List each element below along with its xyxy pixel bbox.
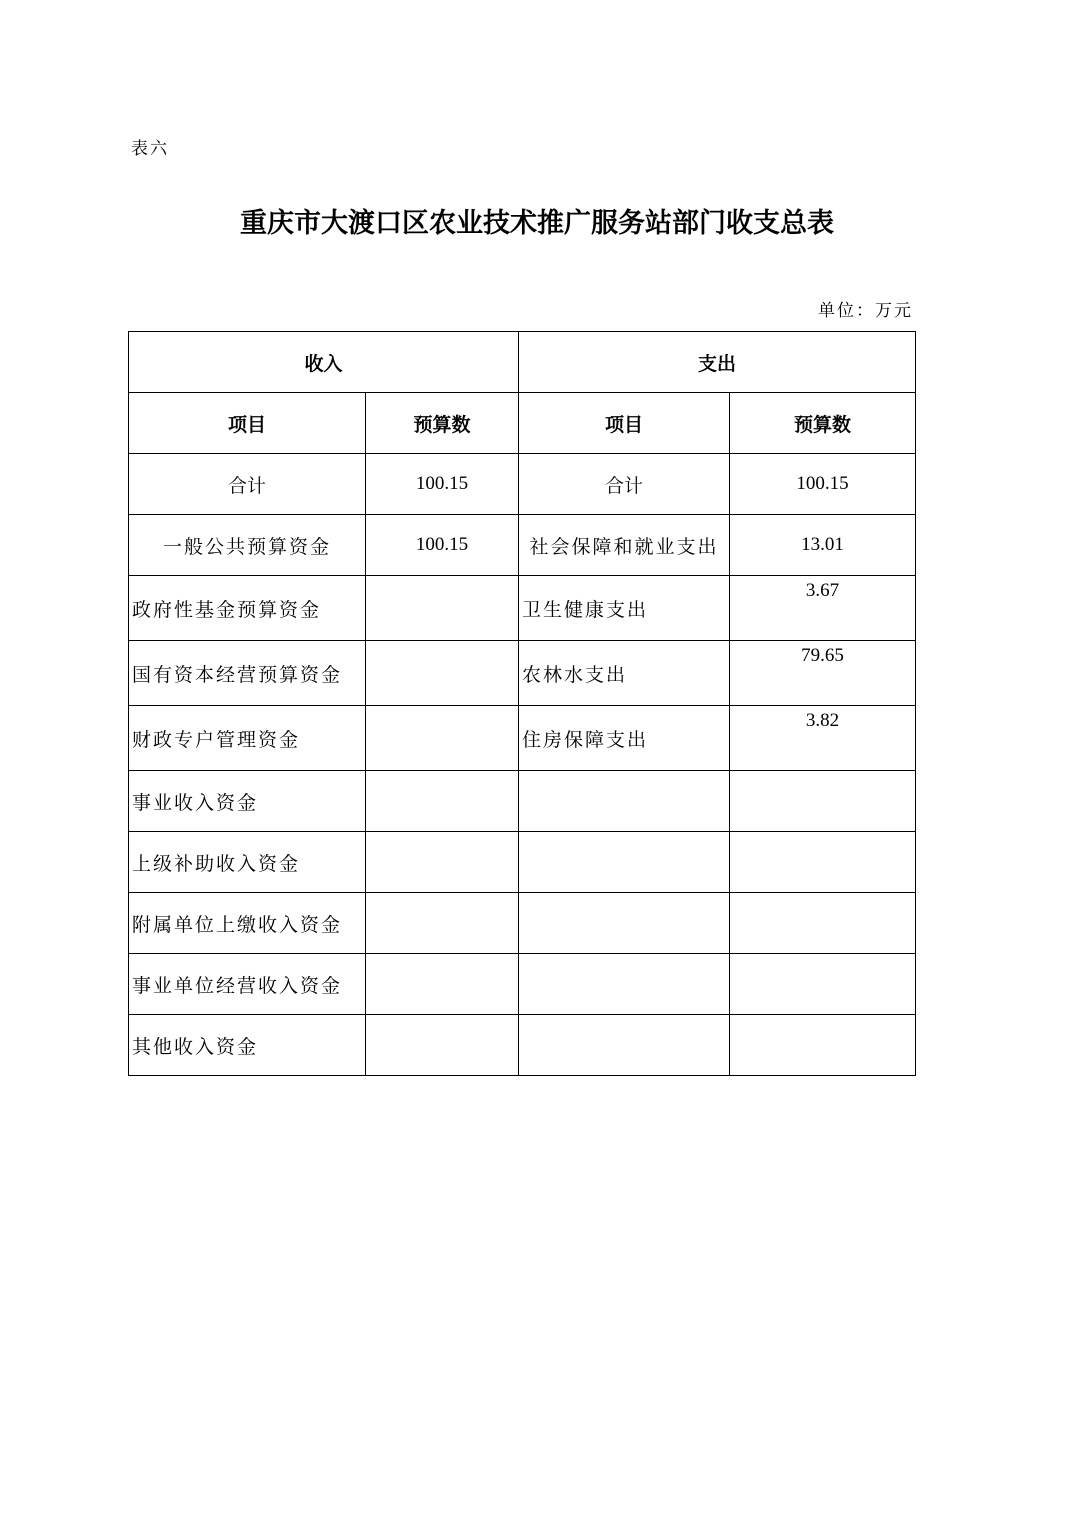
- expense-budget-cell: 3.67: [730, 576, 916, 641]
- income-item-header: 项目: [129, 393, 366, 454]
- unit-label: 单位：万元: [818, 301, 913, 321]
- table-row: [129, 771, 916, 832]
- income-budget-header: 预算数: [366, 393, 519, 454]
- table-row: [129, 954, 916, 1015]
- income-budget-cell: [366, 706, 519, 771]
- expense-budget-cell: [730, 771, 916, 832]
- expense-item-cell: 卫生健康支出: [519, 576, 730, 641]
- income-item-cell: 附属单位上缴收入资金: [129, 893, 366, 954]
- document-title: 重庆市大渡口区农业技术推广服务站部门收支总表: [240, 208, 834, 239]
- income-budget-cell: [366, 832, 519, 893]
- income-item-cell: 其他收入资金: [129, 1015, 366, 1076]
- income-item-cell: 一般公共预算资金: [129, 515, 366, 576]
- expense-item-header: 项目: [519, 393, 730, 454]
- table-row: [129, 832, 916, 893]
- income-item-cell: 财政专户管理资金: [129, 706, 366, 771]
- table-row: [129, 515, 916, 576]
- expense-item-cell: [519, 832, 730, 893]
- income-item-cell: 事业单位经营收入资金: [129, 954, 366, 1015]
- expense-item-cell: [519, 954, 730, 1015]
- income-budget-cell: [366, 576, 519, 641]
- expense-budget-cell: 13.01: [730, 515, 916, 576]
- expense-item-cell: 社会保障和就业支出: [519, 515, 730, 576]
- group-header-row: [129, 332, 916, 393]
- expense-group-header: 支出: [519, 332, 916, 393]
- expense-item-cell: 住房保障支出: [519, 706, 730, 771]
- income-item-cell: 政府性基金预算资金: [129, 576, 366, 641]
- income-total-value: 100.15: [366, 454, 519, 515]
- income-budget-cell: [366, 893, 519, 954]
- table-row: [129, 706, 916, 771]
- column-header-row: [129, 393, 916, 454]
- expense-total-label: 合计: [519, 454, 730, 515]
- table-row: [129, 1015, 916, 1076]
- income-item-cell: 国有资本经营预算资金: [129, 641, 366, 706]
- expense-budget-header: 预算数: [730, 393, 916, 454]
- expense-budget-cell: 3.82: [730, 706, 916, 771]
- budget-summary-table: [128, 331, 916, 1076]
- table-row: [129, 576, 916, 641]
- income-budget-cell: 100.15: [366, 515, 519, 576]
- expense-budget-cell: 79.65: [730, 641, 916, 706]
- income-item-cell: 上级补助收入资金: [129, 832, 366, 893]
- income-item-cell: 事业收入资金: [129, 771, 366, 832]
- total-row: [129, 454, 916, 515]
- expense-item-cell: 农林水支出: [519, 641, 730, 706]
- income-budget-cell: [366, 641, 519, 706]
- table-row: [129, 893, 916, 954]
- income-budget-cell: [366, 954, 519, 1015]
- expense-item-cell: [519, 771, 730, 832]
- income-total-label: 合计: [129, 454, 366, 515]
- expense-total-value: 100.15: [730, 454, 916, 515]
- expense-item-cell: [519, 1015, 730, 1076]
- income-group-header: 收入: [129, 332, 519, 393]
- table-number-label: 表六: [131, 139, 169, 159]
- income-budget-cell: [366, 1015, 519, 1076]
- expense-budget-cell: [730, 893, 916, 954]
- expense-budget-cell: [730, 954, 916, 1015]
- expense-budget-cell: [730, 832, 916, 893]
- expense-budget-cell: [730, 1015, 916, 1076]
- expense-item-cell: [519, 893, 730, 954]
- table-row: [129, 641, 916, 706]
- income-budget-cell: [366, 771, 519, 832]
